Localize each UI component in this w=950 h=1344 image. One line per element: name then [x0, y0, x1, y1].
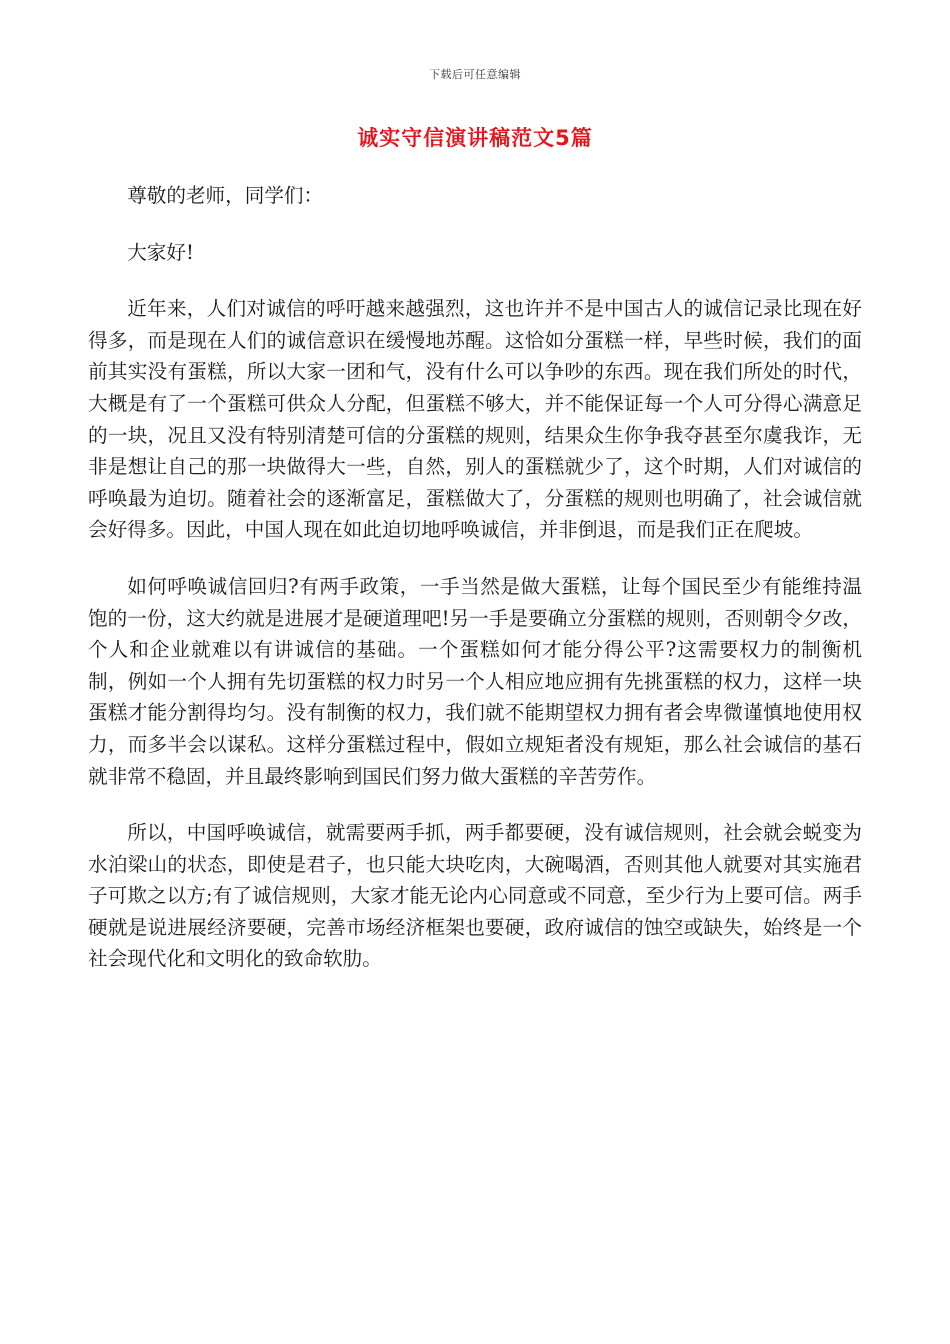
document-title: 诚实守信演讲稿范文5篇 [357, 126, 593, 150]
salutation: 尊敬的老师，同学们： [127, 184, 324, 207]
paragraph-1: 近年来，人们对诚信的呼吁越来越强烈，这也许并不是中国古人的诚信记录比现在好得多，而是现在人们的诚信意识在缓慢地苏醒。这恰如分蛋糕一样，早些时候，我们的面前其实没有蛋糕，所以大家一团和气，没有什么可以争吵的东西。现在我们所处的时代，大概是有了一个蛋糕可供众人分配，但蛋糕不够大，并不能保证每一个人可分得心满意足的一块，况且又没有特别清楚可信的分蛋糕的规则，结果众生你争我夺甚至尔虞我诈，无非是想让自己的那一块做得大一些，自然，别人的蛋糕就少了，这个时期，人们对诚信的呼唤最为迫切。随着社会的逐渐富足，蛋糕做大了，分蛋糕的规则也明确了，社会诚信就会好得多。因此，中国人现在如此迫切地呼唤诚信，并非倒退，而是我们正在爬坡。 [88, 297, 862, 542]
greeting: 大家好! [127, 240, 194, 264]
header-note: 下载后可任意编辑 [429, 68, 521, 81]
paragraph-3: 所以，中国呼唤诚信，就需要两手抓，两手都要硬，没有诚信规则，社会就会蜕变为水泊梁山的状态，即使是君子，也只能大块吃肉，大碗喝酒，否则其他人就要对其实施君子可欺之以方;有了诚信规则，大家才能无论内心同意或不同意，至少行为上要可信。两手硬就是说进展经济要硬，完善市场经济框架也要硬，政府诚信的蚀空或缺失，始终是一个社会现代化和文明化的致命软肋。 [88, 821, 862, 971]
paragraph-2: 如何呼唤诚信回归?有两手政策，一手当然是做大蛋糕，让每个国民至少有能维持温饱的一份，这大约就是进展才是硬道理吧!另一手是要确立分蛋糕的规则，否则朝令夕改，个人和企业就难以有讲诚信的基础。一个蛋糕如何才能分得公平?这需要权力的制衡机制，例如一个人拥有先切蛋糕的权力时另一个人相应地应拥有先挑蛋糕的权力，这样一块蛋糕才能分割得均匀。没有制衡的权力，我们就不能期望权力拥有者会卑微谨慎地使用权力，而多半会以谋私。这样分蛋糕过程中，假如立规矩者没有规矩，那么社会诚信的基石就非常不稳固，并且最终影响到国民们努力做大蛋糕的辛苦劳作。 [88, 574, 862, 788]
document-body [88, 180, 862, 1000]
